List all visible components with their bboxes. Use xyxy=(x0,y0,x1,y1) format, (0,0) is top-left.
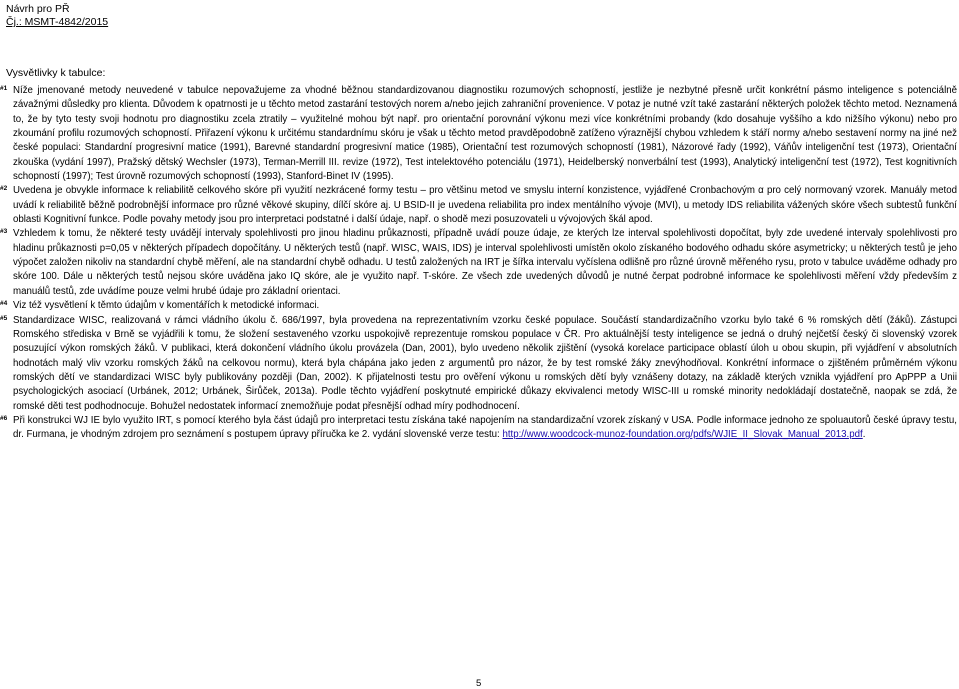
note-marker: #3 xyxy=(0,228,8,236)
note-text: Uvedena je obvykle informace k reliabilitě celkového skóre při využití nezkrácené formy testu – pro většinu metod ve smyslu interní konzistence, vyjádřené Cronbachovým α pro celý normovaný vzorek. Manuály metod uvádí k reliabilitě běžně podrobnější informace pro různé věkové skupiny, dílčí skóre aj. U BSID-II je uvedena reliabilita pro index mentálního vývoje (MVI), u metody IDS reliabilita vážených skóre všech subtestů funkční oblasti Kognitivní funkce. Podle povahy metody jsou pro interpretaci podstatné i další údaje, např. o shodě mezi posuzovateli u vývojových škál apod. xyxy=(13,185,957,226)
note-text: Níže jmenované metody neuvedené v tabulce nepovažujeme za vhodné běžnou standardizovanou diagnostiku rozumových schopností, jestliže je nezbytné přesně určit konkrétní pásmo inteligence s potenciálně závažnými důsledky pro klienta. Důvodem k opatrnosti je u těchto metod zastarání testových norem a/nebo jejich zahraniční provenience. V potaz je nutné vzít také zastarání některých položek těchto metod. Neznamená to, že by tyto testy svoji hodnotu pro diagnostiku zcela ztratily – využitelné mohou být např. pro orientační porovnání výkonu mezi více konkrétními probandy (kdo dosahuje vyššího a kdo nižšího výkonu) nebo pro zkoumání profilu rozumových schopností. Přiřazení výkonu k určitému standardnímu skóru je však u těchto metod pravděpodobně zatíženo výraznější chybou vzhledem k stáří normy a/nebo sestavení normy na jiné než české populaci: Standardní progresivní matice (1991), Barevné standardní progresivní matice (1985), Orientační test rozumových schopností (1981), Názorové řady (1992), Váňův inteligenční test (1973), Orientační zkouška (vydání 1997), Pražský dětský Wechsler (1973), Terman-Merrill III. revize (1972), Test intelektového potenciálu (1971), Heidelberský nonverbální test (1993), Analytický inteligenční test (1972), Test kognitivních schopností (1997); Test úrovně rozumových schopností (1993), Stanford-Binet IV (1995). xyxy=(13,85,957,183)
header-reference-number: Čj.: MSMT-4842/2015 xyxy=(6,16,109,28)
note-marker: #2 xyxy=(0,185,8,193)
note-marker: #4 xyxy=(0,300,8,308)
note-marker: #6 xyxy=(0,414,8,422)
note-3 xyxy=(0,227,959,299)
link-suffix: . xyxy=(862,429,866,441)
note-text xyxy=(13,414,957,443)
note-text: Viz též vysvětlení k těmto údajům v komentářích k metodické informaci. xyxy=(13,300,320,312)
note-4 xyxy=(0,299,959,313)
note-2 xyxy=(0,184,959,227)
section-title: Vysvětlivky k tabulce: xyxy=(6,67,106,79)
header-draft-label: Návrh pro PŘ xyxy=(6,3,70,15)
note-6 xyxy=(0,414,959,443)
note-text: Standardizace WISC, realizovaná v rámci vládního úkolu č. 686/1997, byla provedena na reprezentativním vzorku české populace. Součástí standardizačního vzorku bylo také 6 % romských dětí (žáků). Zástupci Romského střediska v Brně se vyjádřili k tomu, že složení sestaveného vzorku uspokojivě reprezentuje romskou populace v ČR. Pro aktuálnější testy inteligence se jedná o druhý nejčetší český či slovenský vzorek posuzující výkon romských žáků. V publikaci, která dokončení vládního úkolu provázela (Dan, 2001), bylo uvedeno několik zjištění (vysoká korelace participace oblastí úloh u obou skupin, při vyjádření v absolutních hodnotách malý vliv vzorku romských žáků na celkovou normu), která byla chápána jako jeden z argumentů pro názor, že by test romské žáky znevýhodňoval. Konkrétní informace o zjištěném průměrném výkonu romských dětí ve standardizaci WISC byly publikovány později (Dan, 2002). K přijatelnosti testu pro ověření výkonu u romských dětí byly vznášeny dotazy, na základě kterých vznikla vyjádření pro ApPPP a Unii psychologických asociací (Urbánek, 2012; Urbánek, Širůček, 2013a). Podle těchto vyjádření poskytnuté empirické důkazy ekvivalenci metody WISC-III u romské minority nedokládají dostatečně, naopak se zdá, že romské děti test podhodnocuje. Bohužel nedostatek informací znemožňuje podat přesnější odhad míry podhodnocení. xyxy=(13,314,957,412)
document-header xyxy=(6,3,108,29)
note-text: Vzhledem k tomu, že některé testy uvádějí intervaly spolehlivosti pro jinou hladinu průkaznosti, případně uvádí pouze údaje, ze kterých lze interval spolehlivosti dopočítat, byly zde uvedené intervaly spolehlivosti pro hladinu průkaznosti p=0,05 v některých případech dopočítány. U některých testů (např. WISC, WAIS, IDS) je interval spolehlivosti umístěn okolo získaného bodového odhadu skóre asymetricky; u některých testů je jeho výpočet založen nikoliv na standardní chybě měření, ale na standardní chybě odhadu. U testů založených na IRT je šířka intervalu vyčíslena odlišně pro různé úrovně měřeného rysu, proto v tabulce uváděme odhady pro skóre 100. Dále u některých testů nejsou skóre uváděna jako IQ skóre, ale je využito např. T-skóre. Ze všech zde uvedených důvodů je nutné čerpat podrobné informace ke spolehlivosti měření vždy především z manuálů testů, zde uvádíme pouze velmi hrubé údaje pro základní orientaci. xyxy=(13,228,957,297)
note-text-body: Při konstrukci WJ IE bylo využito IRT, s pomocí kterého byla část údajů pro interpretaci testu získána také napojením na standardizační vzorek získaný v USA. Podle informace jednoho ze spoluautorů české úpravy testu, dr. Furmana, je vhodným zdrojem pro seznámení s postupem úpravy příručka ke 2. vydání slovenské verze testu: xyxy=(13,414,957,441)
note-marker: #1 xyxy=(0,85,8,92)
page-number: 5 xyxy=(476,678,482,689)
notes-list xyxy=(0,84,959,443)
note-5 xyxy=(0,314,959,414)
note-marker: #5 xyxy=(0,314,8,322)
note-1 xyxy=(0,84,959,184)
wjie-manual-link[interactable]: http://www.woodcock-munoz-foundation.org/pdfs/WJIE_II_Slovak_Manual_2013.pdf xyxy=(502,429,863,441)
